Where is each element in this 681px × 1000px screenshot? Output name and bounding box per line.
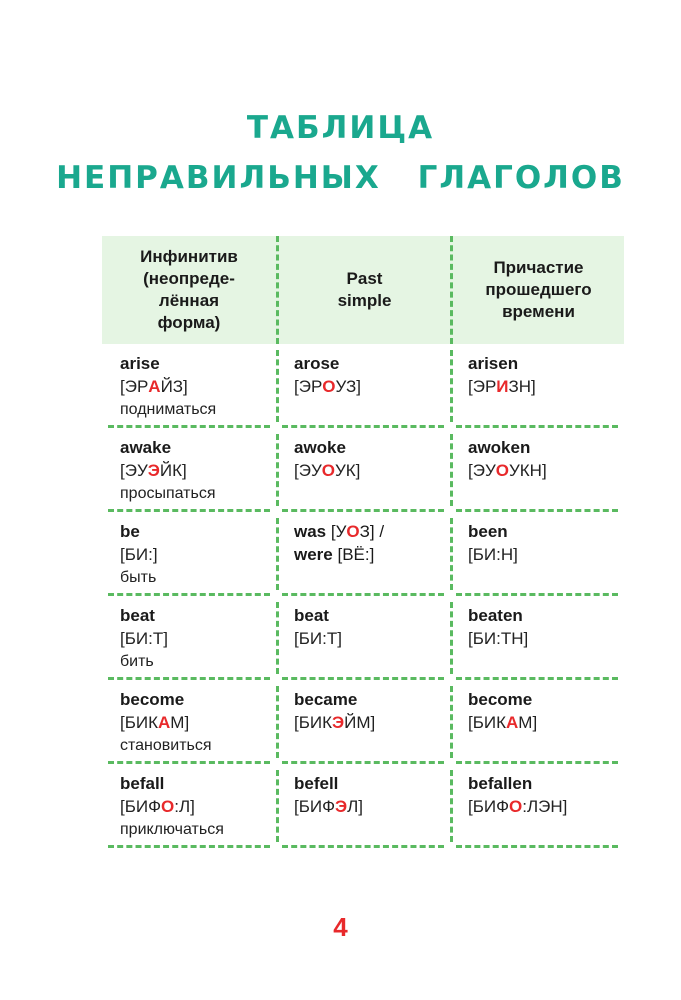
separator: /	[379, 522, 385, 541]
tr-part: [ЭУ	[468, 461, 496, 480]
infinitive-cell	[102, 764, 276, 848]
verb-word: befallen	[468, 774, 533, 793]
tr-part: [БИФ	[468, 797, 510, 816]
transcription	[468, 711, 624, 734]
header-infinitive-line: (неопреде-	[143, 269, 235, 288]
tr-part: ЗН]	[508, 377, 536, 396]
verb-word: awoke	[294, 438, 346, 457]
translation: подниматься	[120, 401, 217, 418]
transcription	[120, 375, 276, 398]
stress-letter: Э	[147, 461, 160, 480]
transcription: [ВЁ:]	[337, 545, 375, 564]
tr-part: [ЭР	[294, 377, 323, 396]
verb-word: awake	[120, 438, 172, 457]
transcription	[120, 627, 276, 650]
transcription	[294, 795, 450, 818]
table-row	[102, 764, 624, 848]
tr-part: З]	[359, 522, 375, 541]
translation: приключаться	[120, 821, 224, 838]
transcription	[468, 543, 624, 566]
verb-word: were	[294, 545, 333, 564]
transcription	[468, 627, 624, 650]
header-infinitive-line: лённая	[158, 291, 220, 310]
verb-word: awoken	[468, 438, 531, 457]
tr-part: М]	[518, 713, 538, 732]
transcription	[468, 795, 624, 818]
stress-letter: Э	[335, 797, 348, 816]
tr-part: [БИ:]	[120, 545, 158, 564]
tr-part: УЗ]	[335, 377, 361, 396]
table-header	[102, 236, 624, 344]
tr-part: [БИ:Т]	[294, 629, 342, 648]
tr-part: :ЛЭН]	[522, 797, 568, 816]
tr-part: ЙМ]	[344, 713, 376, 732]
verb-word: arisen	[468, 354, 519, 373]
header-infinitive	[102, 236, 276, 344]
stress-letter: А	[506, 713, 519, 732]
verb-word: was	[294, 522, 327, 541]
stress-letter: Э	[332, 713, 345, 732]
past-cell	[276, 428, 450, 512]
infinitive-cell	[102, 680, 276, 764]
stress-letter: О	[509, 797, 523, 816]
table-row	[102, 680, 624, 764]
tr-part: УК]	[334, 461, 361, 480]
transcription	[120, 795, 276, 818]
verb-word: beat	[120, 606, 155, 625]
table-row	[102, 344, 624, 428]
past-cell	[276, 596, 450, 680]
tr-part: [БИ:Т]	[120, 629, 168, 648]
tr-part: М]	[170, 713, 190, 732]
past-form-were	[294, 543, 450, 566]
verb-word: became	[294, 690, 358, 709]
participle-cell	[450, 512, 624, 596]
header-participle-line: Причастие	[493, 258, 584, 277]
page-number: 4	[333, 912, 348, 942]
header-infinitive-line: форма)	[157, 313, 221, 332]
tr-part: УКН]	[508, 461, 547, 480]
infinitive-cell	[102, 512, 276, 596]
header-past-line: simple	[337, 291, 392, 310]
header-infinitive-line: Инфинитив	[140, 247, 238, 266]
tr-part: [БИ:ТН]	[468, 629, 529, 648]
tr-part: [ЭУ	[294, 461, 322, 480]
stress-letter: И	[496, 377, 509, 396]
past-form-was	[294, 520, 450, 543]
tr-part: [ЭР	[120, 377, 149, 396]
tr-part: [У	[330, 522, 347, 541]
stress-letter: А	[158, 713, 171, 732]
tr-part: ЙК]	[159, 461, 187, 480]
verb-word: arise	[120, 354, 160, 373]
tr-part: [ЭУ	[120, 461, 148, 480]
stress-letter: О	[346, 522, 360, 541]
verb-word: arose	[294, 354, 340, 373]
tr-part: :Л]	[174, 797, 195, 816]
header-participle-line: времени	[502, 302, 575, 321]
verb-word: beaten	[468, 606, 523, 625]
transcription	[294, 459, 450, 482]
header-past-participle	[450, 236, 624, 344]
table-row	[102, 428, 624, 512]
past-cell	[276, 344, 450, 428]
stress-letter: О	[161, 797, 175, 816]
translation: становиться	[120, 737, 212, 754]
header-past-simple	[276, 236, 450, 344]
participle-cell	[450, 764, 624, 848]
tr-part: [БИ:Н]	[468, 545, 518, 564]
verb-word: been	[468, 522, 508, 541]
past-cell	[276, 680, 450, 764]
participle-cell	[450, 428, 624, 512]
transcription	[468, 459, 624, 482]
tr-part: [БИК	[120, 713, 159, 732]
stress-letter: А	[148, 377, 161, 396]
participle-cell	[450, 680, 624, 764]
tr-part: [БИК	[294, 713, 333, 732]
tr-part: [ЭР	[468, 377, 497, 396]
page-title-line2: НЕПРАВИЛЬНЫХ ГЛАГОЛОВ	[56, 160, 625, 196]
infinitive-cell	[102, 596, 276, 680]
infinitive-cell	[102, 344, 276, 428]
translation: быть	[120, 569, 157, 586]
stress-letter: О	[321, 461, 335, 480]
translation: просыпаться	[120, 485, 216, 502]
transcription	[294, 711, 450, 734]
transcription	[120, 543, 276, 566]
verb-word: befell	[294, 774, 339, 793]
participle-cell	[450, 344, 624, 428]
past-cell	[276, 764, 450, 848]
transcription	[294, 375, 450, 398]
verb-word: become	[120, 690, 185, 709]
tr-part: [БИК	[468, 713, 507, 732]
infinitive-cell	[102, 428, 276, 512]
past-cell	[276, 512, 450, 596]
table-row	[102, 512, 624, 596]
participle-cell	[450, 596, 624, 680]
verb-word: become	[468, 690, 533, 709]
header-participle-line: прошедшего	[485, 280, 592, 299]
header-past-line: Past	[346, 269, 383, 288]
tr-part: Л]	[347, 797, 364, 816]
tr-part: ЙЗ]	[160, 377, 188, 396]
irregular-verbs-table	[102, 236, 624, 848]
tr-part: [БИФ	[294, 797, 336, 816]
transcription	[120, 711, 276, 734]
stress-letter: О	[322, 377, 336, 396]
stress-letter: О	[495, 461, 509, 480]
verb-word: befall	[120, 774, 165, 793]
verb-word: be	[120, 522, 140, 541]
translation: бить	[120, 653, 154, 670]
verb-word: beat	[294, 606, 329, 625]
page-title-line1: ТАБЛИЦА	[246, 110, 435, 146]
transcription	[294, 627, 450, 650]
table-row	[102, 596, 624, 680]
transcription	[468, 375, 624, 398]
transcription	[120, 459, 276, 482]
tr-part: [БИФ	[120, 797, 162, 816]
